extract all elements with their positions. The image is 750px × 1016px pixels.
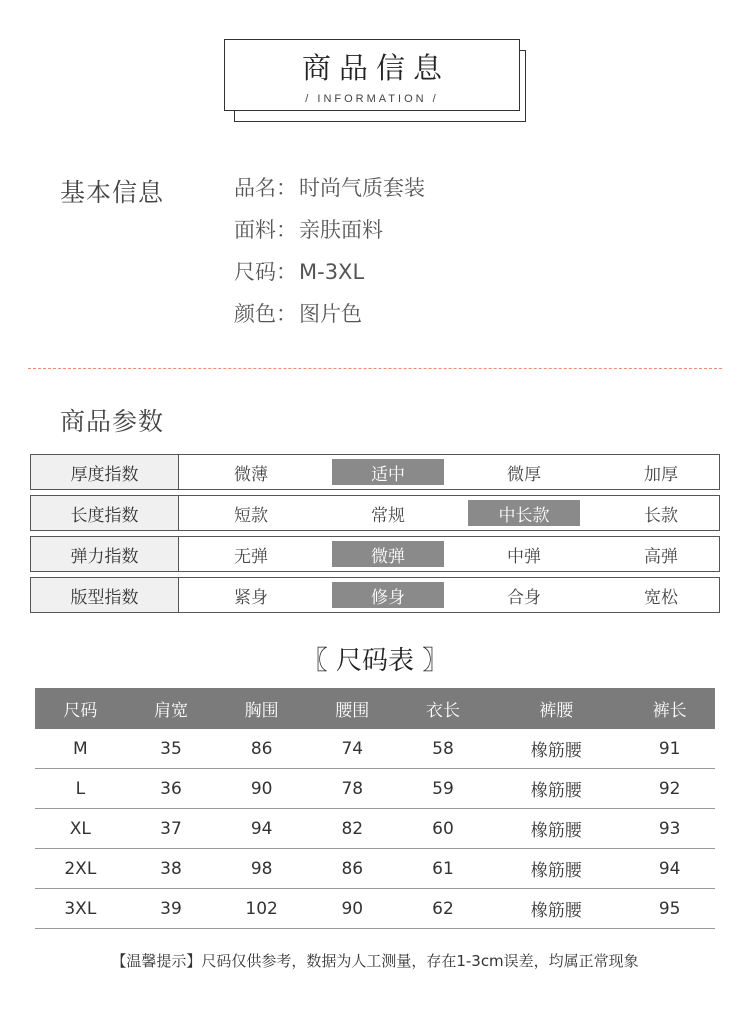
- param-option: 短款: [234, 505, 268, 526]
- table-cell: 102: [216, 889, 307, 929]
- table-cell: 93: [624, 809, 715, 849]
- param-option: 加厚: [644, 464, 678, 485]
- table-cell: 2XL: [35, 849, 126, 889]
- param-label: 版型指数: [31, 578, 179, 612]
- table-cell: 86: [216, 729, 307, 769]
- table-cell: 91: [624, 729, 715, 769]
- param-option: 长款: [644, 505, 678, 526]
- basic-info-item: [234, 298, 425, 340]
- param-option: 修身: [332, 582, 444, 608]
- table-cell: 橡筋腰: [488, 769, 624, 809]
- table-cell: 橡筋腰: [488, 889, 624, 929]
- param-row-fit: [30, 577, 720, 613]
- param-option: 微厚: [507, 464, 541, 485]
- table-cell: 37: [126, 809, 217, 849]
- table-cell: 95: [624, 889, 715, 929]
- size-tip-note: 【温馨提示】尺码仅供参考，数据为人工测量，存在1-3cm误差，均属正常现象: [111, 952, 639, 970]
- basic-info-value: 图片色: [299, 302, 362, 326]
- size-chart-header-row: [35, 688, 715, 729]
- basic-info-list: [234, 172, 425, 340]
- param-row-elasticity: [30, 536, 720, 572]
- basic-info-label: 品名：: [234, 176, 297, 200]
- table-cell: 35: [126, 729, 217, 769]
- size-chart-header-cell: 腰围: [307, 688, 398, 729]
- table-cell: 61: [398, 849, 489, 889]
- size-chart-header-cell: 衣长: [398, 688, 489, 729]
- size-chart-header-cell: 裤腰: [488, 688, 624, 729]
- param-row-length: [30, 495, 720, 531]
- table-cell: XL: [35, 809, 126, 849]
- params-title: 商品参数: [60, 407, 165, 436]
- table-cell: 94: [216, 809, 307, 849]
- param-option: 中弹: [507, 546, 541, 567]
- section-divider: [28, 368, 722, 369]
- basic-info-item: [234, 214, 425, 256]
- basic-info-item: [234, 172, 425, 214]
- table-cell: 98: [216, 849, 307, 889]
- param-option: 宽松: [644, 587, 678, 608]
- page-subtitle: / INFORMATION /: [305, 93, 439, 105]
- basic-info-label: 尺码：: [234, 260, 297, 284]
- table-cell: 74: [307, 729, 398, 769]
- table-cell: 橡筋腰: [488, 849, 624, 889]
- param-option: 微弹: [332, 541, 444, 567]
- size-chart-header-cell: 尺码: [35, 688, 126, 729]
- size-chart-header-cell: 胸围: [216, 688, 307, 729]
- param-row-thickness: [30, 454, 720, 490]
- table-row: [35, 809, 715, 849]
- param-label: 长度指数: [31, 496, 179, 530]
- basic-info-value: M-3XL: [299, 260, 365, 284]
- param-label: 弹力指数: [31, 537, 179, 571]
- param-option: 紧身: [234, 587, 268, 608]
- size-chart-header-cell: 裤长: [624, 688, 715, 729]
- basic-info-label: 面料：: [234, 218, 297, 242]
- header-box: [224, 39, 520, 111]
- param-label: 厚度指数: [31, 455, 179, 489]
- table-cell: 39: [126, 889, 217, 929]
- size-chart-title: 〖 尺码表 〗: [301, 646, 449, 676]
- param-option: 中长款: [468, 500, 580, 526]
- table-cell: L: [35, 769, 126, 809]
- table-cell: 90: [307, 889, 398, 929]
- table-row: [35, 889, 715, 929]
- table-cell: 94: [624, 849, 715, 889]
- table-cell: 59: [398, 769, 489, 809]
- param-option: 合身: [507, 587, 541, 608]
- table-row: [35, 849, 715, 889]
- table-cell: 82: [307, 809, 398, 849]
- basic-info-value: 亲肤面料: [299, 218, 383, 242]
- page-title: 商品信息: [301, 51, 450, 85]
- basic-info-label: 颜色：: [234, 302, 297, 326]
- table-cell: 橡筋腰: [488, 809, 624, 849]
- size-chart-table: [35, 688, 715, 929]
- table-cell: 60: [398, 809, 489, 849]
- table-cell: 78: [307, 769, 398, 809]
- table-cell: 38: [126, 849, 217, 889]
- table-cell: 90: [216, 769, 307, 809]
- basic-info-value: 时尚气质套装: [299, 176, 425, 200]
- table-cell: 36: [126, 769, 217, 809]
- param-option: 适中: [332, 459, 444, 485]
- param-option: 无弹: [234, 546, 268, 567]
- table-cell: 86: [307, 849, 398, 889]
- table-row: [35, 729, 715, 769]
- table-row: [35, 769, 715, 809]
- basic-info-title: 基本信息: [60, 178, 165, 207]
- table-cell: M: [35, 729, 126, 769]
- param-option: 微薄: [234, 464, 268, 485]
- table-cell: 92: [624, 769, 715, 809]
- table-cell: 58: [398, 729, 489, 769]
- param-option: 高弹: [644, 546, 678, 567]
- basic-info-item: [234, 256, 425, 298]
- size-chart-header-cell: 肩宽: [126, 688, 217, 729]
- table-cell: 橡筋腰: [488, 729, 624, 769]
- table-cell: 3XL: [35, 889, 126, 929]
- param-option: 常规: [371, 505, 405, 526]
- table-cell: 62: [398, 889, 489, 929]
